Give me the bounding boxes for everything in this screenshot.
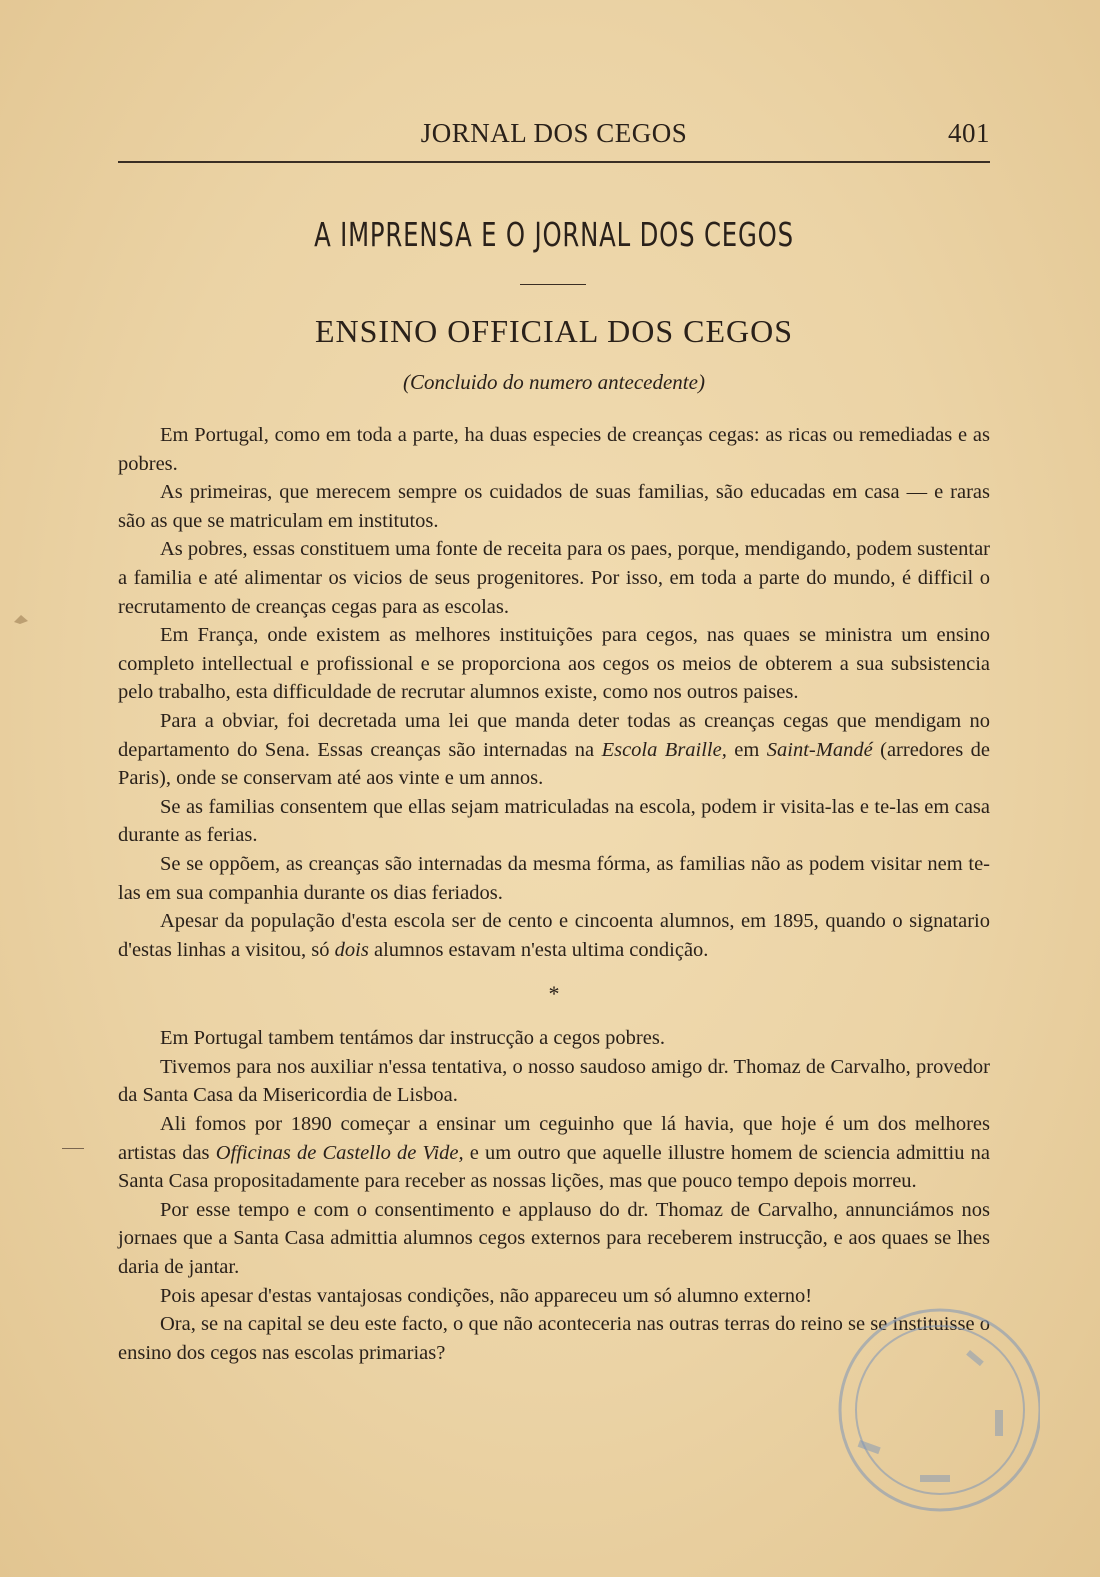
margin-mark xyxy=(62,1148,84,1149)
paragraph-text: (arredores de Paris), onde se conservam até aos vinte e um annos. xyxy=(118,738,990,790)
paragraph-text: em xyxy=(726,738,767,761)
paragraph: Por esse tempo e com o consentimento e applauso do dr. Thomaz de Carvalho, annunciámos nos jornaes que a Santa Casa admittia alumnos cegos externos para receberem instrucção, e aos quaes se lhes daria de jantar. xyxy=(118,1198,990,1279)
paragraph: Em Portugal, como em toda a parte, ha duas especies de creanças cegas: as ricas ou remediadas e as pobres. xyxy=(118,424,990,475)
article-title: A IMPRENSA E O JORNAL DOS CEGOS xyxy=(314,215,794,254)
paragraph-text: Para a obviar, foi decretada uma lei que manda deter todas as creanças cegas que mendigam no departamento do Sena. Essas creanças são internadas na xyxy=(118,709,990,761)
paragraph xyxy=(118,907,990,964)
title-divider xyxy=(520,284,586,285)
paragraph: Se se oppõem, as creanças são internadas da mesma fórma, as familias não as podem visitar nem te-las em sua companhia durante os dias feriados. xyxy=(118,852,990,904)
paragraph-text: Apesar da população d'esta escola ser de cento e cincoenta alumnos, em 1895, quando o signatario d'estas linhas a visitou, só xyxy=(118,910,990,961)
header-rule xyxy=(118,161,990,163)
italic-text: Escola Braille, xyxy=(601,738,727,761)
paragraph: As pobres, essas constituem uma fonte de receita para os paes, porque, mendigando, podem sustentar a familia e até alimentar os vicios de seus progenitores. Por isso, em toda a parte do mundo, é difficil o recrutamento de creanças cegas para as escolas. xyxy=(118,538,991,618)
paragraph: Em França, onde existem as melhores instituições para cegos, nas quaes se ministra um ensino completo intellectual e profissional e se proporciona aos cegos os meios de obterem a sua subsistencia pelo trabalho, esta difficuldade de recrutar alumnos existe, como nos outros paises. xyxy=(118,624,990,704)
paragraph: As primeiras, que merecem sempre os cuidados de suas familias, são educadas em casa — e raras são as que se matriculam em institutos. xyxy=(118,481,990,532)
italic-text: Officinas de Castello de Vide, xyxy=(215,1141,464,1164)
running-title: JORNAL DOS CEGOS xyxy=(420,118,688,148)
paragraph-text: alumnos estavam n'esta ultima condição. xyxy=(368,938,709,961)
paragraph xyxy=(118,707,990,793)
paragraph xyxy=(118,1110,990,1196)
section-title: ENSINO OFFICIAL DOS CEGOS xyxy=(314,313,794,349)
article-body xyxy=(118,421,990,1367)
italic-text: dois xyxy=(334,938,369,961)
paragraph: Tivemos para nos auxiliar n'essa tentativa, o nosso saudoso amigo dr. Thomaz de Carvalho, provedor da Santa Casa da Misericordia de Lisboa. xyxy=(118,1055,990,1107)
paragraph-text: Ali fomos por 1890 começar a ensinar um ceguinho que lá havia, que hoje é um dos melhores artistas das xyxy=(118,1113,990,1164)
page-number: 401 xyxy=(948,118,990,148)
italic-text: Saint-Mandé xyxy=(766,738,873,761)
paper-blemish xyxy=(12,612,30,626)
paragraph: Pois apesar d'estas vantajosas condições, não appareceu um só alumno externo! xyxy=(160,1284,813,1307)
section-asterism: * xyxy=(548,981,560,1007)
paragraph: Em Portugal tambem tentámos dar instrucção a cegos pobres. xyxy=(160,1027,665,1050)
running-header xyxy=(118,118,990,158)
paragraph-text: e um outro que aquelle illustre homem de sciencia admittiu na Santa Casa propositadamente para receber as nossas lições, mas que pouco tempo depois morreu. xyxy=(118,1141,990,1193)
paragraph: Ora, se na capital se deu este facto, o que não aconteceria nas outras terras do reino se se instituisse o ensino dos cegos nas escolas primarias? xyxy=(118,1313,990,1364)
paragraph: Se as familias consentem que ellas sejam matriculadas na escola, podem ir visita-las e te-las em casa durante as ferias. xyxy=(118,795,990,847)
article-subtitle: (Concluido do numero antecedente) xyxy=(403,370,705,394)
